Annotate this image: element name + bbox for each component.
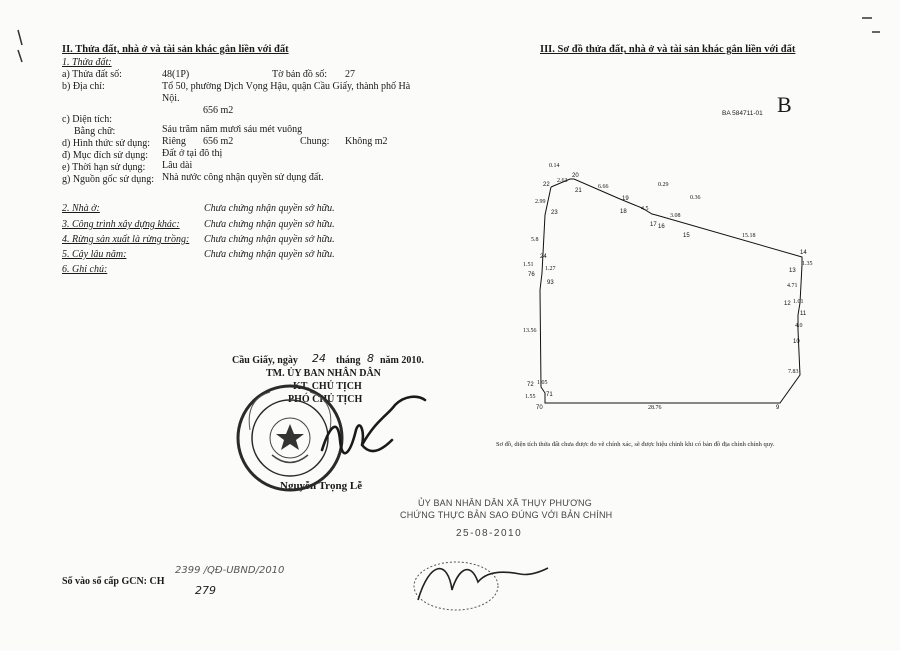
corner-13: 13 (789, 268, 796, 274)
corner-93: 93 (547, 280, 554, 286)
map-sheet-label: Tờ bản đồ số: (272, 69, 328, 80)
copy-stamp-line-1: ỦY BAN NHÂN DÂN XÃ THỤY PHƯƠNG (418, 498, 592, 508)
date-month-label: tháng (336, 355, 361, 366)
date-year: năm 2010. (380, 355, 424, 366)
edge-1-55: 1.55 (525, 394, 536, 400)
page-letter: B (777, 92, 792, 117)
corner-72: 72 (527, 382, 534, 388)
term: Lâu dài (162, 160, 193, 171)
subsection-perennial-trees: 5. Cây lâu năm: (62, 249, 127, 260)
corner-76: 76 (528, 272, 535, 278)
signer-title-1: TM. ỦY BAN NHÂN DÂN (266, 368, 381, 379)
usage-form-label: d) Hình thức sử dụng: (62, 138, 151, 149)
date-month: 8 (367, 352, 374, 365)
copy-signature (414, 562, 548, 610)
corner-71: 71 (546, 392, 553, 398)
forest-status: Chưa chứng nhận quyền sở hữu. (204, 234, 335, 245)
corner-22: 22 (543, 182, 550, 188)
area-in-words-label: Bằng chữ: (74, 126, 116, 137)
area-in-words: Sáu trăm năm mươi sáu mét vuông (162, 124, 303, 135)
copy-stamp-date: 25-08-2010 (456, 528, 523, 539)
right-section-title: III. Sơ đồ thửa đất, nhà ở và tài sản khác gắn liền với đất (540, 44, 796, 55)
copy-stamp-line-2: CHỨNG THỰC BẢN SAO ĐÚNG VỚI BẢN CHÍNH (400, 510, 613, 520)
edge-4-0: 4.0 (795, 323, 803, 329)
edge-1-01: 1.01 (793, 299, 804, 305)
house-status: Chưa chứng nhận quyền sở hữu. (204, 203, 335, 214)
shared-area: Không m2 (345, 136, 388, 147)
plot-number: 48(1P) (162, 69, 190, 80)
signer-title-3: PHÓ CHỦ TỊCH (288, 394, 363, 405)
term-label: e) Thời hạn sử dụng: (62, 162, 146, 173)
edge-28-76: 28.76 (648, 405, 662, 411)
edge-2-63: 2.63 (557, 178, 568, 184)
gcn-register-label: Số vào sổ cấp GCN: CH (62, 576, 165, 587)
purpose: Đất ở tại đô thị (162, 148, 223, 159)
private-label: Riêng (162, 136, 186, 147)
edge-7-83: 7.83 (788, 369, 799, 375)
gcn-register-number: 2399 /QĐ-UBND/2010 (175, 565, 285, 576)
official-signature (322, 397, 425, 453)
edge-4-71: 4.71 (787, 283, 798, 289)
subsection-house: 2. Nhà ở: (62, 203, 100, 214)
edge-2-99: 2.99 (535, 199, 546, 205)
corner-10: 10 (793, 339, 800, 345)
date-day: 24 (312, 352, 326, 365)
corner-18: 18 (620, 209, 627, 215)
purpose-label: đ) Mục đích sử dụng: (62, 150, 148, 161)
address-line-2: Nội. (162, 93, 180, 104)
edge-15-18: 15.18 (742, 233, 756, 239)
edge-3-08: 3.08 (670, 213, 681, 219)
serial-number: BA 584711-01 (722, 110, 763, 117)
address-label: b) Địa chỉ: (62, 81, 105, 92)
corner-15: 15 (683, 233, 690, 239)
corner-20: 20 (572, 173, 579, 179)
corner-16: 16 (658, 224, 665, 230)
date-place: Cầu Giấy, ngày (232, 355, 298, 366)
shared-label: Chung: (300, 136, 330, 147)
origin-label: g) Nguồn gốc sử dụng: (62, 174, 155, 185)
edge-13-56: 13.56 (523, 328, 537, 334)
construction-status: Chưa chứng nhận quyền sở hữu. (204, 219, 335, 230)
private-area: 656 m2 (203, 136, 234, 147)
area-label: c) Diện tích: (62, 114, 112, 125)
signer-name: Nguyễn Trọng Lễ (280, 480, 363, 492)
plot-diagram (523, 163, 813, 411)
subsection-notes: 6. Ghi chú: (62, 264, 108, 275)
edge-0-29: 0.29 (658, 182, 669, 188)
subsection-plot: 1. Thửa đất: (62, 57, 112, 68)
corner-24: 24 (540, 254, 547, 260)
trees-status: Chưa chứng nhận quyền sở hữu. (204, 249, 335, 260)
diagram-note: Sơ đồ, diện tích thửa đất chưa được đo vẽ chính xác, sẽ được hiệu chỉnh khi có bản đồ địa chính chính quy. (496, 441, 775, 448)
signer-title-2: KT. CHỦ TỊCH (293, 381, 362, 392)
subsection-forest: 4. Rừng sản xuất là rừng trồng: (62, 234, 190, 245)
address-line-1: Tổ 50, phường Dịch Vọng Hậu, quận Cầu Giấy, thành phố Hà (162, 81, 411, 92)
corner-23: 23 (551, 210, 558, 216)
corner-14: 14 (800, 250, 807, 256)
corner-19: 19 (622, 196, 629, 202)
map-sheet-number: 27 (345, 69, 355, 80)
edge-1-51: 1.51 (523, 262, 534, 268)
area-value: 656 m2 (203, 105, 234, 116)
corner-17: 17 (650, 222, 657, 228)
left-section-title: II. Thửa đất, nhà ở và tài sản khác gắn liền với đất (62, 44, 289, 55)
corner-11: 11 (800, 311, 807, 317)
edge-4-5: 4.5 (641, 206, 649, 212)
subsection-other-construction: 3. Công trình xây dựng khác: (62, 219, 180, 230)
corner-70: 70 (536, 405, 543, 411)
origin: Nhà nước công nhận quyền sử dụng đất. (162, 172, 324, 183)
corner-9: 9 (776, 405, 780, 411)
gcn-register-sub-number: 279 (195, 584, 216, 597)
edge-1-05: 1.05 (537, 380, 548, 386)
edge-6-66: 6.66 (598, 184, 609, 190)
plot-number-label: a) Thửa đất số: (62, 69, 122, 80)
edge-0-14: 0.14 (549, 163, 560, 169)
edge-5-8: 5.8 (531, 237, 539, 243)
edge-1-27: 1.27 (545, 266, 556, 272)
corner-12: 12 (784, 301, 791, 307)
corner-21: 21 (575, 188, 582, 194)
edge-0-36: 0.36 (690, 195, 701, 201)
edge-1-35: 1.35 (802, 261, 813, 267)
